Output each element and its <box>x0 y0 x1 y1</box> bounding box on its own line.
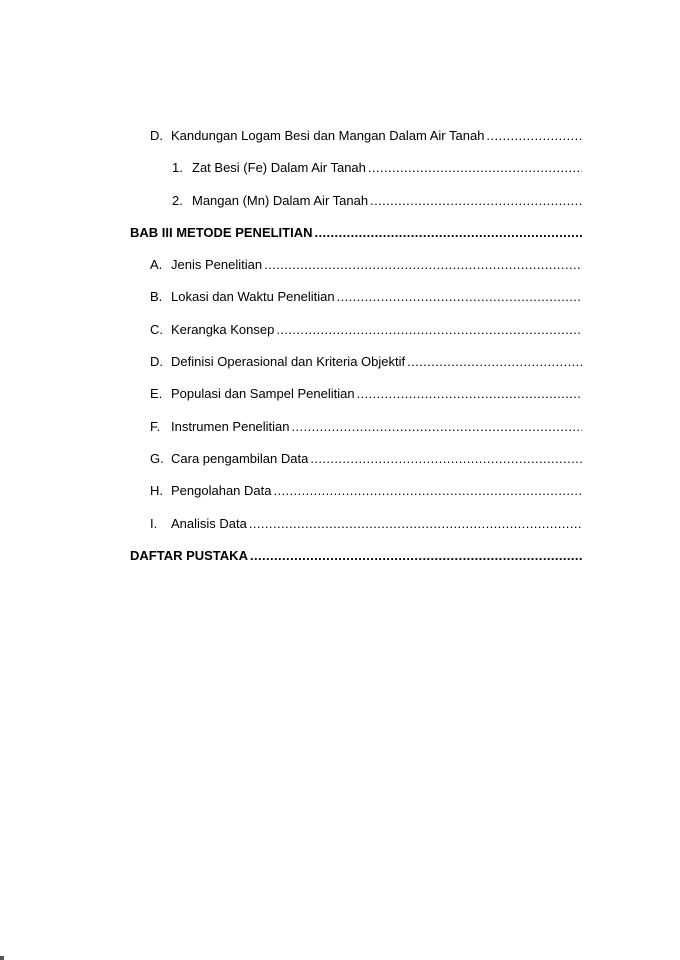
page-corner-mark <box>0 956 4 960</box>
toc-entry-kerangka-konsep <box>130 320 582 352</box>
toc-dot-leader <box>315 223 583 243</box>
toc-entry-marker: G. <box>150 450 164 466</box>
toc-entry-pengolahan <box>130 481 582 513</box>
toc-dot-leader <box>310 449 582 469</box>
toc-chapter-label: DAFTAR PUSTAKA <box>130 547 248 563</box>
toc-dot-leader <box>407 352 582 372</box>
toc-dot-leader <box>486 126 582 146</box>
toc-entry-definisi-operasional <box>130 352 582 384</box>
toc-entry-label: Analisis Data <box>171 515 247 531</box>
toc-entry-label: Kerangka Konsep <box>171 321 275 337</box>
table-of-contents <box>130 126 582 578</box>
toc-entry-marker: D. <box>150 354 163 370</box>
toc-dot-leader <box>264 255 582 275</box>
toc-entry-marker: F. <box>150 418 161 434</box>
toc-dot-leader <box>250 546 582 566</box>
toc-entry-mangan <box>130 191 582 223</box>
toc-entry-populasi-sampel <box>130 384 582 416</box>
toc-entry-marker: I. <box>150 515 158 531</box>
toc-entry-label: Mangan (Mn) Dalam Air Tanah <box>192 192 369 208</box>
toc-dot-leader <box>276 320 582 340</box>
toc-entry-jenis-penelitian <box>130 255 582 287</box>
toc-entry-lokasi-waktu <box>130 287 582 319</box>
toc-entry-instrumen <box>130 417 582 449</box>
toc-entry-marker: D. <box>150 128 163 143</box>
toc-entry-marker: 2. <box>172 192 183 208</box>
toc-entry-marker: C. <box>150 321 163 337</box>
toc-chapter-daftar-pustaka <box>130 546 582 578</box>
toc-entry-kandungan-logam <box>130 126 582 158</box>
toc-dot-leader <box>249 514 582 534</box>
toc-entry-label: Kandungan Logam Besi dan Mangan Dalam Air Tanah <box>171 128 485 143</box>
toc-entry-label: Cara pengambilan Data <box>171 450 309 466</box>
toc-entry-label: Instrumen Penelitian <box>171 418 290 434</box>
toc-entry-marker: E. <box>150 386 163 402</box>
toc-entry-marker: A. <box>150 257 163 273</box>
toc-dot-leader <box>273 481 582 501</box>
toc-chapter-label: BAB III METODE PENELITIAN <box>130 224 313 240</box>
toc-dot-leader <box>370 191 582 211</box>
toc-entry-label: Lokasi dan Waktu Penelitian <box>171 289 335 305</box>
toc-entry-label: Definisi Operasional dan Kriteria Objektif <box>171 354 406 370</box>
toc-entry-label: Populasi dan Sampel Penelitian <box>171 386 355 402</box>
toc-entry-marker: B. <box>150 289 163 305</box>
toc-entry-marker: 1. <box>172 160 183 176</box>
toc-dot-leader <box>368 158 582 178</box>
toc-dot-leader <box>357 384 582 404</box>
toc-entry-zat-besi <box>130 158 582 190</box>
toc-entry-marker: H. <box>150 483 163 499</box>
toc-dot-leader <box>292 417 582 437</box>
toc-entry-analisis <box>130 514 582 546</box>
toc-entry-cara-pengambilan <box>130 449 582 481</box>
toc-entry-label: Jenis Penelitian <box>171 257 263 273</box>
toc-entry-label: Zat Besi (Fe) Dalam Air Tanah <box>192 160 366 176</box>
toc-entry-label: Pengolahan Data <box>171 483 272 499</box>
toc-dot-leader <box>337 287 582 307</box>
toc-chapter-bab-iii <box>130 223 582 255</box>
